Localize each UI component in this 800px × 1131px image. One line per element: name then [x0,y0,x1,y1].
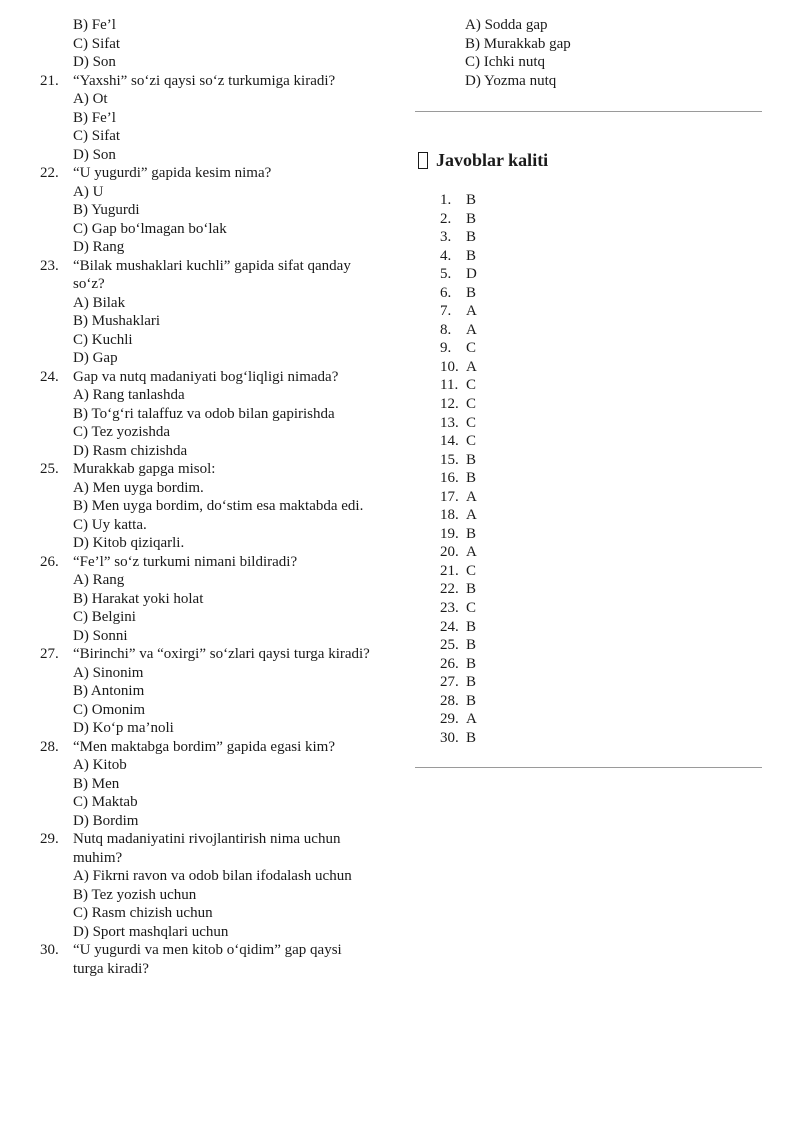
answer-number: 15. [440,451,459,468]
option: C) Omonim [73,701,146,718]
answer-key-heading [418,150,548,171]
option: C) Sifat [73,35,121,52]
question-30 [40,941,370,978]
option: A) Sodda gap [465,17,548,33]
question-text: “Men maktabga bordim” gapida egasi kim? [73,738,335,755]
answer-number: 20. [440,544,459,561]
option: D) Yozma nutq [465,72,557,89]
right-column [415,16,763,90]
answer-letter: B [466,692,477,709]
option: B) Murakkab gap [465,35,571,52]
option: B) Mushaklari [73,313,161,329]
answer-key-item [440,247,477,266]
option: C) Uy katta. [73,516,147,533]
option: B) Yugurdi [73,202,140,218]
question-30-options [415,16,763,90]
question-number: 26. [40,553,59,570]
answer-key-item [440,673,477,692]
answer-letter: A [466,358,477,375]
question-26 [40,553,370,646]
answer-number: 17. [440,488,459,505]
answer-number: 12. [440,396,459,413]
answer-key-item [440,358,477,377]
answer-key-item [440,228,477,247]
answer-letter: B [466,729,477,746]
answer-key-item [440,710,477,729]
answer-letter: A [466,303,477,320]
option: C) Maktab [73,794,138,810]
option: D) Bordim [73,812,139,829]
answer-key-item [440,191,477,210]
answer-number: 27. [440,674,459,691]
answer-number: 1. [440,192,452,208]
answer-key-item [440,618,477,637]
answer-number: 5. [440,266,452,283]
option: C) Belgini [73,609,136,625]
question-23 [40,257,370,368]
answer-number: 11. [440,377,459,394]
option: B) To‘g‘ri talaffuz va odob bilan gapirishda [73,405,335,422]
question-number: 25. [40,461,59,477]
question-21 [40,72,370,165]
answer-key-item [440,506,477,525]
question-number: 24. [40,368,59,385]
answer-key-item [440,562,477,581]
answer-letter: B [466,247,477,264]
answer-letter: B [466,525,477,542]
answer-number: 30. [440,729,459,746]
question-number: 28. [40,738,59,755]
question-text: “U yugurdi” gapida kesim nima? [73,165,272,181]
question-28 [40,738,370,831]
answer-number: 6. [440,284,452,301]
answer-letter: A [466,488,477,505]
answer-number: 3. [440,229,452,246]
answer-key-item [440,432,477,451]
option: D) Sonni [73,627,128,644]
answer-letter: B [466,618,477,635]
option: C) Gap bo‘lmagan bo‘lak [73,220,227,237]
answer-letter: C [466,600,477,617]
answer-letter: B [466,674,477,691]
question-number: 21. [40,72,59,89]
answer-key-item [440,488,477,507]
answer-letter: B [466,637,477,654]
answer-number: 16. [440,470,459,487]
answer-letter: B [466,655,477,672]
option: D) Rang [73,239,125,255]
answer-key-item [440,599,477,618]
option: B) Men uyga bordim, do‘stim esa maktabda edi. [73,498,364,514]
question-text: “Yaxshi” so‘zi qaysi so‘z turkumiga kiradi? [73,72,336,89]
option: A) Rang tanlashda [73,387,185,403]
question-text: Murakkab gapga misol: [73,461,216,477]
answer-letter: C [466,562,477,579]
answer-key-item [440,580,477,599]
answer-key-item [440,543,477,562]
question-text: “Fe’l” so‘z turkumi nimani bildiradi? [73,553,298,570]
answer-letter: B [466,210,477,227]
option: A) U [73,183,104,200]
missing-glyph-box-icon [418,152,428,169]
answer-number: 2. [440,210,452,227]
answer-key-item [440,469,477,488]
answer-number: 10. [440,358,459,375]
answer-letter: C [466,377,477,394]
option: C) Rasm chizish uchun [73,905,213,921]
answer-number: 24. [440,618,459,635]
answer-number: 28. [440,692,459,709]
answer-key-item [440,339,477,358]
answer-letter: C [466,414,477,431]
option: A) Rang [73,572,125,588]
answer-number: 14. [440,433,459,450]
answer-letter: B [466,581,477,598]
option: A) Fikrni ravon va odob bilan ifodalash uchun [73,868,352,884]
answer-key-item [440,451,477,470]
question-22 [40,164,370,257]
option: B) Antonim [73,683,145,699]
answer-key-item [440,321,477,340]
answer-number: 7. [440,303,452,320]
option: A) Ot [73,91,108,107]
divider-top [415,111,762,112]
question-24 [40,368,370,461]
question-number: 22. [40,165,59,181]
question-25 [40,460,370,553]
option: B) Fe’l [73,17,116,33]
divider-bottom [415,767,762,768]
answer-number: 29. [440,711,459,728]
option: A) Kitob [73,757,127,773]
answer-number: 21. [440,562,459,579]
question-27 [40,645,370,738]
answer-letter: A [466,711,477,728]
option: B) Fe’l [73,109,116,126]
answer-letter: B [466,470,477,487]
question-text: “U yugurdi va men kitob o‘qidim” gap qaysi turga kiradi? [73,942,342,977]
question-text: Nutq madaniyatini rivojlantirish nima uchun muhim? [73,831,341,866]
answer-key-list [440,191,477,747]
answer-number: 13. [440,414,459,431]
answer-letter: A [466,507,477,524]
answer-letter: C [466,396,477,413]
question-text: “Birinchi” va “oxirgi” so‘zlari qaysi turga kiradi? [73,646,370,662]
answer-number: 9. [440,340,452,357]
answer-key-item [440,395,477,414]
question-29 [40,830,370,941]
answer-number: 8. [440,321,452,338]
answer-key-item [440,284,477,303]
answer-key-item [440,265,477,284]
option: D) Son [73,146,116,163]
answer-letter: B [466,229,477,246]
option: B) Tez yozish uchun [73,886,197,903]
option: D) Son [73,54,116,70]
answer-letter: A [466,321,477,338]
lead-options [40,16,370,72]
option: C) Tez yozishda [73,424,170,440]
answer-letter: D [466,266,477,283]
answer-number: 18. [440,507,459,524]
answer-letter: B [466,192,477,208]
answer-key-item [440,525,477,544]
answer-number: 23. [440,600,459,617]
option: B) Men [73,775,120,792]
answer-number: 19. [440,525,459,542]
answer-key-item [440,692,477,711]
question-number: 29. [40,831,59,847]
answer-number: 26. [440,655,459,672]
option: D) Gap [73,350,118,366]
question-number: 23. [40,257,59,274]
answer-letter: A [466,544,477,561]
option: C) Ichki nutq [465,54,545,70]
answer-letter: C [466,433,477,450]
option: B) Harakat yoki holat [73,590,204,607]
option: C) Sifat [73,128,121,144]
answer-key-title: Javoblar kaliti [436,150,549,170]
option: A) Men uyga bordim. [73,479,204,496]
answer-letter: C [466,340,477,357]
answer-key-item [440,655,477,674]
question-text: “Bilak mushaklari kuchli” gapida sifat qanday so‘z? [73,257,351,292]
answer-key-item [440,636,477,655]
answer-letter: B [466,284,477,301]
answer-number: 25. [440,637,459,654]
left-column [40,16,370,978]
answer-key-item [440,302,477,321]
question-number: 27. [40,646,59,662]
option: C) Kuchli [73,331,133,348]
option: D) Sport mashqlari uchun [73,923,229,940]
option: A) Sinonim [73,664,144,681]
option: A) Bilak [73,294,126,311]
answer-key-item [440,729,477,748]
question-text: Gap va nutq madaniyati bog‘liqligi nimada? [73,368,339,385]
question-number: 30. [40,942,59,958]
answer-key-item [440,414,477,433]
option: D) Rasm chizishda [73,442,188,459]
answer-number: 22. [440,581,459,598]
answer-key-item [440,376,477,395]
answer-key-item [440,210,477,229]
answer-number: 4. [440,247,452,264]
option: D) Kitob qiziqarli. [73,535,185,551]
answer-letter: B [466,451,477,468]
option: D) Ko‘p ma’noli [73,720,174,736]
